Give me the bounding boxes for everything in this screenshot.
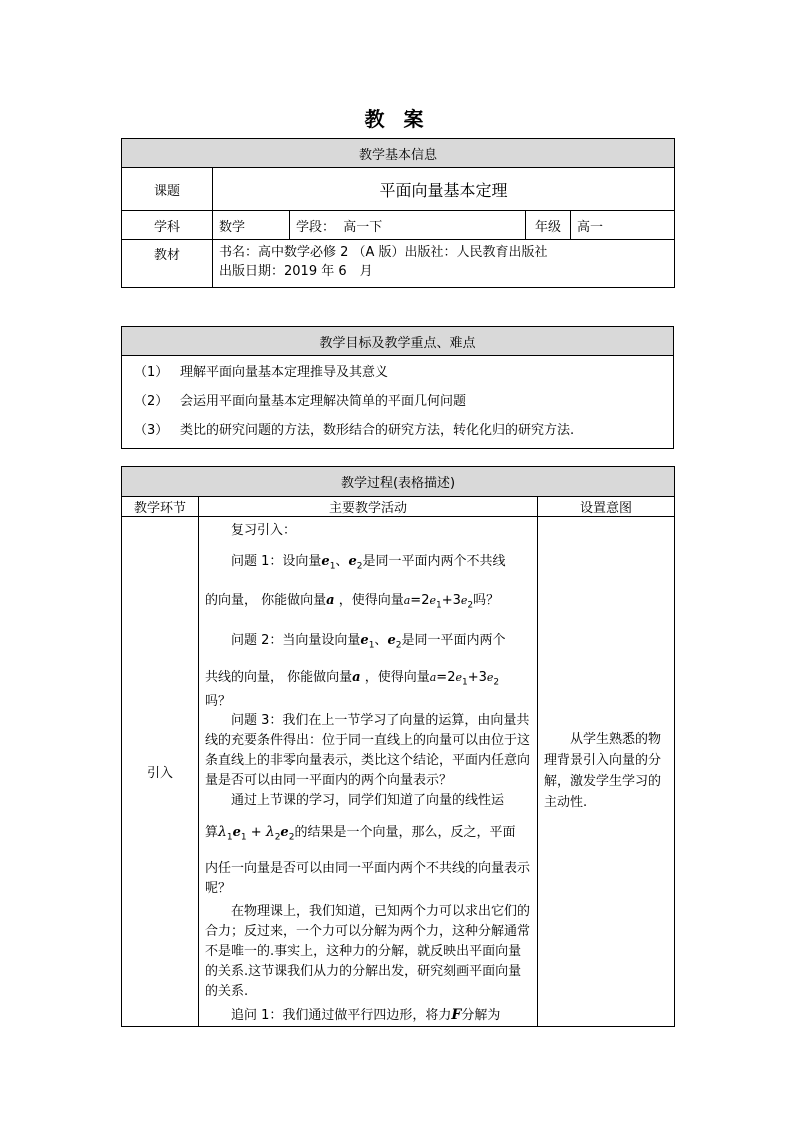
follow-up-1: 追问 1：我们通过做平行四边形，将力F分解为 xyxy=(231,1006,501,1023)
goal-text: 类比的研究问题的方法，数形结合的研究方法，转化化归的研究方法. xyxy=(180,423,575,438)
review-heading: 复习引入： xyxy=(231,523,297,538)
intent-cell: 从学生熟悉的物理背景引入向量的分解，激发学生学习的主动性. xyxy=(538,517,675,1027)
paragraph-linear-question: 内任一向量是否可以由同一平面内两个不共线的向量表示呢？ xyxy=(205,860,531,896)
stage-cell xyxy=(290,211,526,240)
question-2-cont: 共线的向量， 你能做向量a ，使得向量$a=2e_1+3e_2$ xyxy=(205,669,500,688)
document-title: 教 案 xyxy=(364,107,430,131)
subject-value: 数学 xyxy=(213,211,290,240)
goal-number: （2） xyxy=(134,394,169,409)
topic-label: 课题 xyxy=(122,168,213,211)
stage-label: 学段： xyxy=(296,219,336,235)
process-header: 教学过程(表格描述) xyxy=(122,467,675,497)
textbook-value xyxy=(213,240,675,288)
goal-text: 理解平面向量基本定理推导及其意义 xyxy=(180,365,389,380)
textbook-line-2: 出版日期：2019 年 6 月 xyxy=(219,264,373,279)
goal-item xyxy=(122,416,673,445)
goal-item xyxy=(122,358,673,387)
goals-table xyxy=(121,326,674,449)
goals-list xyxy=(122,356,674,449)
column-header-stage: 教学环节 xyxy=(122,497,199,517)
question-2: 问题 2：当向量设向量$e_1$、$e_2$是同一平面内两个 xyxy=(231,633,506,651)
question-3: 问题 3：我们在上一节学习了向量的运算，由向量共线的充要条件得出：位于同一直线上的向量可以由位于这条直线上的非零向量表示，类比这个结论，平面内任意向量是否可以由同一平面内的两个向量表示？ xyxy=(205,713,531,789)
textbook-label: 教材 xyxy=(122,240,213,288)
paragraph-physics: 在物理课上，我们知道，已知两个力可以求出它们的合力；反过来，一个力可以分解为两个力，这种分解通常不是唯一的.事实上，这种力的分解，就反映出平面向量的关系.这节课我们从力的分解出发，研究刻画平面向量的关系. xyxy=(205,903,531,999)
question-2-end: 吗？ xyxy=(205,694,232,710)
textbook-line-1: 书名：高中数学必修 2 （A 版）出版社：人民教育出版社 xyxy=(219,245,548,260)
goal-item xyxy=(122,387,673,416)
grade-label: 年级 xyxy=(526,211,571,240)
column-header-activity: 主要教学活动 xyxy=(199,497,538,517)
goal-text: 会运用平面向量基本定理解决简单的平面几何问题 xyxy=(180,394,467,409)
goal-number: （1） xyxy=(134,365,169,380)
goal-number: （3） xyxy=(134,423,169,438)
paragraph-linear-ops: 通过上节课的学习，同学们知道了向量的线性运 xyxy=(231,793,505,809)
stage-value: 高一下 xyxy=(343,219,383,235)
goals-header: 教学目标及教学重点、难点 xyxy=(122,327,674,356)
column-header-intent: 设置意图 xyxy=(538,497,675,517)
grade-value: 高一 xyxy=(571,211,675,240)
question-1: 问题 1：设向量$e_1$、$e_2$是同一平面内两个不共线 xyxy=(231,554,506,572)
process-table xyxy=(121,466,675,1027)
basic-info-header: 教学基本信息 xyxy=(122,139,675,168)
stage-cell-intro: 引入 xyxy=(122,517,199,1027)
paragraph-linear-formula: 算$\lambda_1e_1 + \lambda_2e_2$的结果是一个向量，那么，反之，平面 xyxy=(205,824,516,843)
activity-cell xyxy=(199,517,538,1027)
basic-info-table xyxy=(121,138,675,288)
question-1-cont: 的向量， 你能做向量a ，使得向量$a=2e_1+3e_2$吗？ xyxy=(205,592,500,611)
subject-label: 学科 xyxy=(122,211,213,240)
topic-value: 平面向量基本定理 xyxy=(213,168,675,211)
